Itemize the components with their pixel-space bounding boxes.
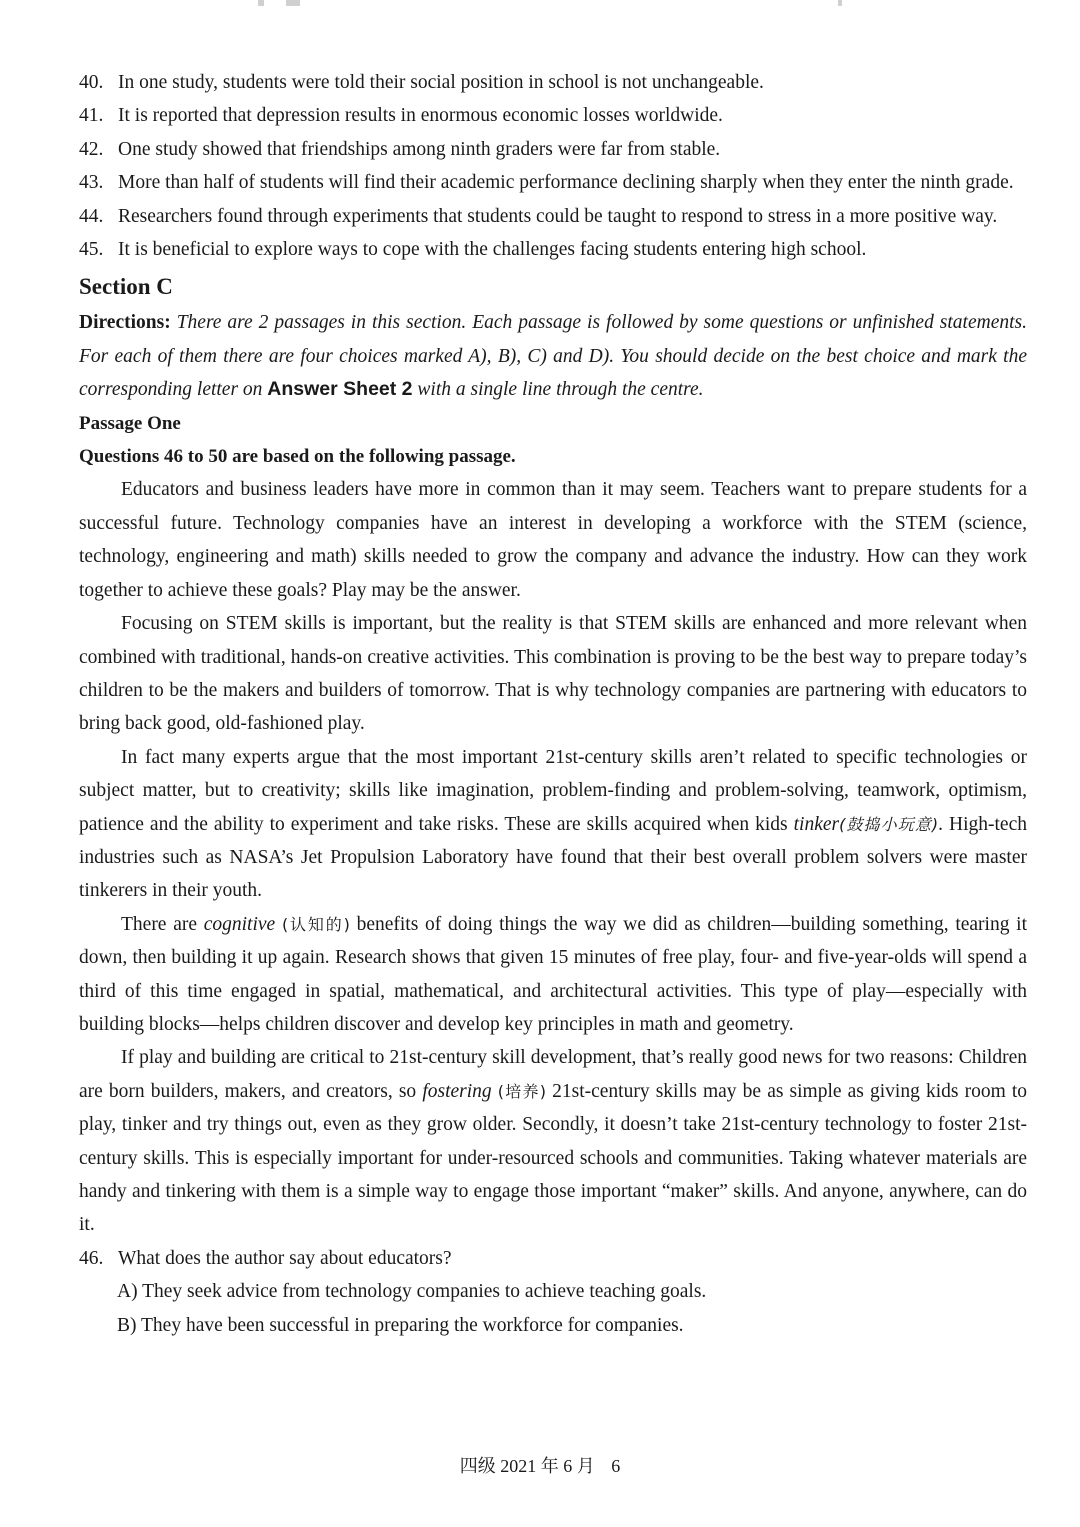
item-text: In one study, students were told their social position in school is not unchangeable. — [118, 72, 764, 93]
paragraph-text: . High-tech industries such as NASA’s Jet Propulsion Laboratory have found that their best overall problem solvers were master tinkerers in their youth. — [79, 813, 1027, 902]
paragraph-text: In fact many experts argue that the most important 21st-century skills aren’t related to specific technologies or subject matter, but to creativity; skills like imagination, problem-finding and problem-solving, teamwork, optimism, patience and the ability to experiment and take risks. These are skills acquired when kids — [79, 746, 1027, 835]
page-footer — [0, 1452, 1080, 1480]
passage-paragraph — [79, 908, 1027, 1042]
item-text: Researchers found through experiments that students could be taught to respond to stress in a more positive way. — [118, 205, 998, 227]
passage-label: Passage One — [79, 412, 181, 434]
passage-paragraph: Educators and business leaders have more in common than it may seem. Teachers want to prepare students for a successful future. Technology companies have an interest in developing a workforce with the STEM (science, technology, engineering and math) skills needed to grow the company and advance the industry. How can they work together to achieve these goals? Play may be the answer. — [79, 479, 1027, 601]
vocab-term: cognitive — [203, 913, 276, 935]
item-number: 44. — [79, 205, 104, 227]
statement-item — [79, 200, 1027, 233]
questions-intro: Questions 46 to 50 are based on the following passage. — [79, 446, 516, 468]
chinese-gloss: (鼓捣小玩意) — [839, 814, 939, 834]
chinese-gloss: (认知的) — [281, 914, 350, 934]
passage-paragraph — [79, 1041, 1027, 1241]
item-text: It is reported that depression results in enormous economic losses worldwide. — [118, 105, 723, 127]
statement-item — [79, 133, 1027, 166]
paragraph-text: There are — [121, 913, 197, 935]
item-number: 41. — [79, 105, 104, 127]
answer-sheet-label: Answer Sheet 2 — [267, 378, 413, 401]
question-number: 46. — [79, 1247, 104, 1269]
chinese-gloss: (培养) — [497, 1081, 546, 1101]
paragraph-text: If play and building are critical to 21st-century skill development, that’s really good news for two reasons: Children are born builders, makers, and creators, so — [79, 1047, 1027, 1102]
section-title: Section C — [79, 274, 173, 300]
item-number: 42. — [79, 138, 104, 160]
item-text: It is beneficial to explore ways to cope with the challenges facing students entering high school. — [118, 239, 867, 261]
vocab-term: tinker — [793, 813, 840, 835]
paragraph-text: 21st-century skills may be as simple as giving kids room to play, tinker and try things out, even as they grow older. Secondly, it doesn’t take 21st-century technology to foster 21st-century skills. This is especially important for under-resourced schools and communities. Taking whatever materials are handy and tinkering with them is a simple way to engage those important “maker” skills. And anyone, anywhere, can do it. — [79, 1080, 1028, 1236]
vocab-term: fostering — [422, 1080, 492, 1102]
question-text: What does the author say about educators? — [118, 1247, 452, 1269]
item-number: 40. — [79, 72, 104, 93]
passage-paragraph — [79, 741, 1027, 908]
directions-label: Directions: — [79, 312, 171, 334]
item-text: More than half of students will find their academic performance declining sharply when they enter the ninth grade. — [118, 172, 1014, 194]
question-46 — [79, 1242, 1027, 1275]
statement-item — [79, 66, 1027, 99]
answer-option-b[interactable]: B) They have been successful in preparing the workforce for companies. — [117, 1314, 684, 1336]
directions — [79, 306, 1027, 406]
item-number: 45. — [79, 239, 104, 261]
answer-options — [79, 1275, 1027, 1342]
item-text: One study showed that friendships among ninth graders were far from stable. — [118, 138, 721, 160]
page-number: 6 — [611, 1456, 621, 1476]
directions-text: There are 2 passages in this section. Each passage is followed by some questions or unfinished statements. For each of them there are four choices marked A), B), C) and D). You should decide on the best choice and mark the corresponding letter on — [79, 312, 1027, 401]
exam-page — [79, 66, 1027, 1342]
answer-option-a[interactable]: A) They seek advice from technology companies to achieve teaching goals. — [117, 1281, 707, 1303]
statement-item — [79, 166, 1027, 199]
scan-artifact — [258, 0, 264, 6]
scan-artifact — [286, 0, 300, 6]
statement-item — [79, 233, 1027, 266]
statement-item — [79, 99, 1027, 132]
directions-text-end: with a single line through the centre. — [417, 379, 704, 401]
scan-artifact — [838, 0, 842, 6]
exam-label: 四级 2021 年 6 月 — [459, 1456, 595, 1476]
passage-paragraph: Focusing on STEM skills is important, but the reality is that STEM skills are enhanced and more relevant when combined with traditional, hands-on creative activities. This combination is proving to be the best way to prepare today’s children to be the makers and builders of tomorrow. That is why technology companies are partnering with educators to bring back good, old-fashioned play. — [79, 613, 1027, 735]
paragraph-text: benefits of doing things the way we did as children—building something, tearing it down, then building it up again. Research shows that given 15 minutes of free play, four- and five-year-olds will spend a third of this time engaged in spatial, mathematical, and architectural activities. This type of play—especially with building blocks—helps children discover and develop key principles in math and geometry. — [79, 913, 1028, 1035]
item-number: 43. — [79, 172, 104, 194]
